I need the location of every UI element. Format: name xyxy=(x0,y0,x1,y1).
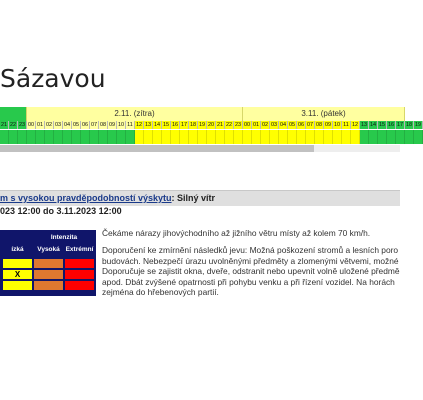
warning-hour-cell[interactable] xyxy=(414,130,423,144)
warning-hour-cell[interactable] xyxy=(45,130,54,144)
warning-hour-cell[interactable] xyxy=(342,130,351,144)
warning-hour-cell[interactable] xyxy=(135,130,144,144)
hour-label: 14 xyxy=(369,122,377,128)
warning-hour-cell[interactable] xyxy=(81,130,90,144)
warning-hour-cell[interactable] xyxy=(63,130,72,144)
warning-hour-cell[interactable] xyxy=(252,130,261,144)
matrix-column-header: ízká xyxy=(11,246,24,253)
warning-validity: 023 12:00 do 3.11.2023 12:00 xyxy=(0,206,122,216)
warning-hour-cell[interactable] xyxy=(162,130,171,144)
hour-label: 09 xyxy=(108,122,116,128)
hour-label: 09 xyxy=(324,122,332,128)
warning-hour-cell[interactable] xyxy=(36,130,45,144)
hour-label: 16 xyxy=(387,122,395,128)
warning-hour-cell[interactable] xyxy=(378,130,387,144)
risk-matrix xyxy=(0,230,96,296)
warning-level-link[interactable]: m s vysokou pravděpodobností výskytu xyxy=(0,193,172,203)
hour-label: 04 xyxy=(279,122,287,128)
warning-hour-cell[interactable] xyxy=(360,130,369,144)
hour-label: 03 xyxy=(54,122,62,128)
warning-timeline xyxy=(0,107,422,144)
hour-label: 17 xyxy=(396,122,404,128)
warning-hour-cell[interactable] xyxy=(171,130,180,144)
hour-label: 10 xyxy=(333,122,341,128)
hour-label: 18 xyxy=(405,122,413,128)
warning-hour-cell[interactable] xyxy=(369,130,378,144)
hour-label: 21 xyxy=(0,122,8,128)
warning-hour-cell[interactable] xyxy=(216,130,225,144)
hour-label: 05 xyxy=(288,122,296,128)
warning-hour-cell[interactable] xyxy=(261,130,270,144)
hour-label: 00 xyxy=(243,122,251,128)
timeline-scrollbar[interactable] xyxy=(0,145,400,152)
hour-label: 11 xyxy=(126,121,135,129)
description-paragraph: Doporučení ke zmírnění následků jevu: Možná poškození stromů a lesních poro budovách. Nebezpečí úrazu uvolněnými předměty a zlomenými větvemi, možné Doporučuje se zajistit okna, dveře, odstranit nebo upevnit volně uložené předmě apod. Dbát zvýšené opatrnosti při pohybu venku a při řízení vozidel. Na horách zejména do hřebenových partií. xyxy=(102,245,400,298)
hour-label: 05 xyxy=(72,122,80,128)
warning-hour-cell[interactable] xyxy=(243,130,252,144)
warning-hour-cell[interactable] xyxy=(144,130,153,144)
matrix-column-header: Extrémní xyxy=(65,246,94,253)
hour-label: 14 xyxy=(153,122,161,128)
hour-label: 10 xyxy=(117,122,125,128)
warning-hour-cell[interactable] xyxy=(288,130,297,144)
warning-description xyxy=(102,228,402,304)
warning-hour-cell[interactable] xyxy=(351,130,360,144)
warning-hour-cell[interactable] xyxy=(180,130,189,144)
hour-label: 00 xyxy=(27,122,35,128)
warning-hour-cell[interactable] xyxy=(117,130,126,144)
warning-hour-cell[interactable] xyxy=(333,130,342,144)
hour-label: 19 xyxy=(198,122,206,128)
hour-label: 13 xyxy=(360,122,368,128)
warning-hour-cell[interactable] xyxy=(306,130,315,144)
hour-label: 17 xyxy=(180,122,188,128)
day-header-row xyxy=(0,107,400,121)
hour-label: 01 xyxy=(36,122,44,128)
hour-label: 01 xyxy=(252,122,260,128)
hour-label: 16 xyxy=(171,122,179,128)
warning-hour-cell[interactable] xyxy=(234,130,243,144)
matrix-cell xyxy=(2,258,33,269)
warning-hour-cell[interactable] xyxy=(90,130,99,144)
warning-hour-cell[interactable] xyxy=(324,130,333,144)
warning-separator: : xyxy=(171,193,178,203)
matrix-cell xyxy=(64,280,95,291)
hour-label: 12 xyxy=(135,122,143,128)
hour-label: 07 xyxy=(306,122,314,128)
warning-hour-cell[interactable] xyxy=(279,130,288,144)
hour-label: 03 xyxy=(270,122,278,128)
hour-label: 11 xyxy=(342,121,351,129)
warning-hour-cell[interactable] xyxy=(9,130,18,144)
hour-label: 15 xyxy=(162,122,170,128)
matrix-cell: X xyxy=(2,269,33,280)
hour-label: 02 xyxy=(261,122,269,128)
warning-type: Silný vítr xyxy=(177,193,216,203)
warning-hour-cell[interactable] xyxy=(0,130,9,144)
hour-label: 06 xyxy=(297,122,305,128)
day-label xyxy=(0,107,27,121)
hour-label: 04 xyxy=(63,122,71,128)
warning-hour-cell[interactable] xyxy=(387,130,396,144)
hour-header-row xyxy=(0,121,422,129)
hour-label: 08 xyxy=(99,122,107,128)
warning-hour-cell[interactable] xyxy=(189,130,198,144)
matrix-cell xyxy=(33,269,64,280)
warning-hour-cell[interactable] xyxy=(153,130,162,144)
warning-hour-cell[interactable] xyxy=(207,130,216,144)
day-label: 2.11. (zítra) xyxy=(27,107,243,121)
warning-hour-cell[interactable] xyxy=(225,130,234,144)
page-title: Sázavou xyxy=(0,64,106,93)
hour-label: 21 xyxy=(216,122,224,128)
hour-label: 06 xyxy=(81,122,89,128)
warning-hour-cell[interactable] xyxy=(315,130,324,144)
matrix-column-header: Vysoká xyxy=(37,246,60,253)
warning-hour-cell[interactable] xyxy=(198,130,207,144)
warning-hour-cell[interactable] xyxy=(396,130,405,144)
warning-hour-cell[interactable] xyxy=(54,130,63,144)
hour-label: 15 xyxy=(378,122,386,128)
warning-level-row xyxy=(0,130,400,144)
warning-hour-cell[interactable] xyxy=(99,130,108,144)
warning-hour-cell[interactable] xyxy=(108,130,117,144)
hour-label: 19 xyxy=(414,122,422,128)
hour-label: 22 xyxy=(225,122,233,128)
matrix-intensity-label: Intenzita xyxy=(50,234,78,241)
hour-label: 18 xyxy=(189,122,197,128)
warning-hour-cell[interactable] xyxy=(27,130,36,144)
warning-heading xyxy=(0,190,400,206)
description-paragraph: Čekáme nárazy jihovýchodního až jižního větru místy až kolem 70 km/h. xyxy=(102,228,371,238)
scrollbar-thumb[interactable] xyxy=(0,145,314,152)
hour-label: 07 xyxy=(90,122,98,128)
matrix-cell xyxy=(2,280,33,291)
warning-hour-cell[interactable] xyxy=(126,130,135,144)
hour-label: 22 xyxy=(9,122,17,128)
warning-hour-cell[interactable] xyxy=(270,130,279,144)
hour-label: 08 xyxy=(315,122,323,128)
warning-hour-cell[interactable] xyxy=(18,130,27,144)
matrix-cell xyxy=(64,269,95,280)
warning-hour-cell[interactable] xyxy=(72,130,81,144)
day-label: 3.11. (pátek) xyxy=(243,107,405,121)
hour-label: 23 xyxy=(234,122,242,128)
matrix-cell xyxy=(33,258,64,269)
matrix-cell xyxy=(33,280,64,291)
hour-label: 20 xyxy=(207,122,215,128)
hour-label: 02 xyxy=(45,122,53,128)
warning-hour-cell[interactable] xyxy=(297,130,306,144)
hour-label: 12 xyxy=(351,122,359,128)
hour-label: 13 xyxy=(144,122,152,128)
matrix-cell xyxy=(64,258,95,269)
hour-label: 23 xyxy=(18,122,26,128)
warning-hour-cell[interactable] xyxy=(405,130,414,144)
